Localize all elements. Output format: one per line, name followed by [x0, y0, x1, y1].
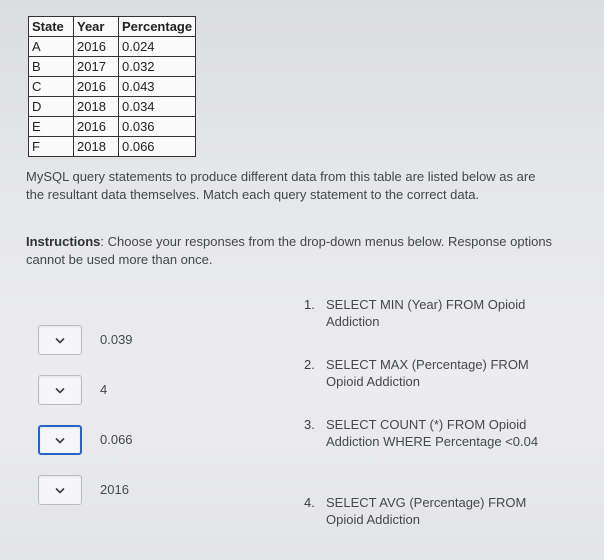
- answer-dropdown-1[interactable]: [38, 325, 82, 355]
- chevron-down-icon: [55, 337, 65, 344]
- query-text: SELECT AVG (Percentage) FROM Opioid Addiction: [326, 495, 527, 527]
- header-state: State: [29, 17, 74, 37]
- cell-percentage: 0.032: [119, 57, 196, 77]
- answer-dropdown-2[interactable]: [38, 375, 82, 405]
- answer-row: [38, 375, 298, 405]
- table-row: [29, 57, 196, 77]
- cell-state: B: [29, 57, 74, 77]
- cell-year: 2016: [74, 117, 119, 137]
- answer-row: [38, 325, 298, 355]
- cell-percentage: 0.036: [119, 117, 196, 137]
- answer-value: 0.066: [100, 432, 133, 447]
- instructions-text: : Choose your responses from the drop-down menus below. Response options cannot be used more than once.: [26, 234, 553, 267]
- header-year: Year: [74, 17, 119, 37]
- table-header-row: [29, 17, 196, 37]
- cell-year: 2016: [74, 37, 119, 57]
- cell-percentage: 0.043: [119, 77, 196, 97]
- answer-dropdown-3[interactable]: [38, 425, 82, 455]
- cell-state: C: [29, 77, 74, 97]
- table-row: [29, 37, 196, 57]
- query-number: 1.: [304, 297, 315, 312]
- chevron-down-icon: [55, 387, 65, 394]
- cell-state: F: [29, 137, 74, 157]
- table-row: [29, 77, 196, 97]
- query-number: 2.: [304, 357, 315, 372]
- answer-value: 2016: [100, 482, 129, 497]
- table-row: [29, 117, 196, 137]
- chevron-down-icon: [55, 487, 65, 494]
- cell-year: 2018: [74, 137, 119, 157]
- instructions: [26, 233, 556, 269]
- question-description: MySQL query statements to produce different data from this table are listed below as are the resultant data themselves. Match each query statement to the correct data.: [26, 169, 536, 202]
- query-text: SELECT MIN (Year) FROM Opioid Addiction: [326, 297, 526, 329]
- cell-year: 2017: [74, 57, 119, 77]
- cell-year: 2016: [74, 77, 119, 97]
- query-text: SELECT MAX (Percentage) FROM Opioid Addiction: [326, 357, 529, 389]
- instructions-label: Instructions: [26, 234, 101, 249]
- chevron-down-icon: [55, 437, 65, 444]
- cell-state: D: [29, 97, 74, 117]
- cell-percentage: 0.066: [119, 137, 196, 157]
- cell-year: 2018: [74, 97, 119, 117]
- query-text: SELECT COUNT (*) FROM Opioid Addiction WHERE Percentage <0.04: [326, 417, 539, 449]
- answer-row: [38, 475, 298, 505]
- answer-value: 0.039: [100, 332, 133, 347]
- query-number: 4.: [304, 495, 315, 510]
- answer-value: 4: [100, 382, 108, 397]
- opioid-addiction-table: [28, 16, 196, 157]
- answer-row: [38, 425, 298, 455]
- header-percentage: Percentage: [119, 17, 196, 37]
- cell-state: A: [29, 37, 74, 57]
- table-row: [29, 137, 196, 157]
- cell-percentage: 0.024: [119, 37, 196, 57]
- cell-percentage: 0.034: [119, 97, 196, 117]
- answer-dropdown-4[interactable]: [38, 475, 82, 505]
- query-number: 3.: [304, 417, 315, 432]
- cell-state: E: [29, 117, 74, 137]
- table-row: [29, 97, 196, 117]
